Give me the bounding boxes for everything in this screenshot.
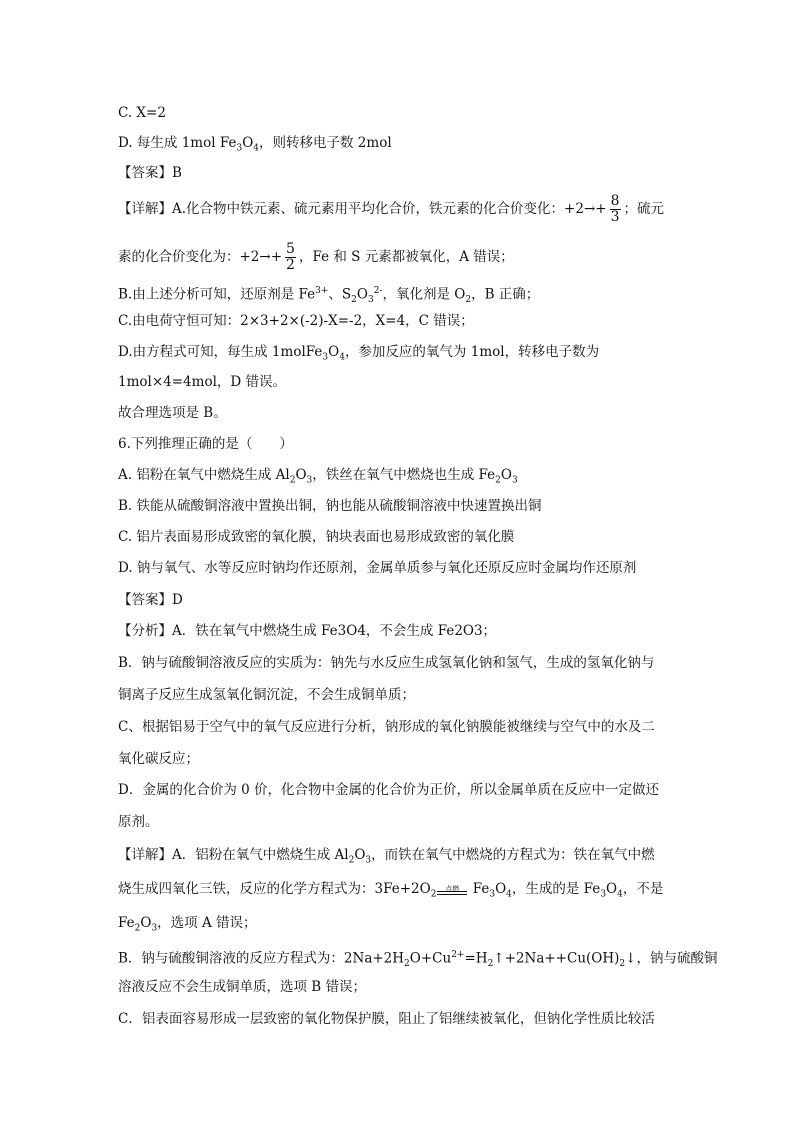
subscript: 2 [430, 889, 437, 900]
text: ，B 正确； [471, 286, 540, 303]
subscript: 2 [134, 923, 141, 934]
text: D. 钠与氧气、水等反应时钠均作还原剂，金属单质参与氧化还原反应时金属均作还原剂 [118, 560, 637, 576]
subscript: 3 [236, 143, 243, 154]
text: 烧生成四氧化三铁，反应的化学方程式为：3Fe+2O [118, 881, 431, 897]
detail-line-6 [118, 373, 286, 391]
option-d-line-2 [118, 559, 636, 577]
text: 1mol×4=4mol，D 错误。 [118, 374, 286, 390]
analysis-line-2 [118, 654, 654, 672]
text: ；硫元 [623, 201, 664, 217]
subscript: 3 [151, 923, 158, 934]
reaction-condition-sign [437, 884, 467, 896]
text: Fe [118, 915, 135, 931]
subscript: 4 [253, 143, 260, 154]
subscript: 2 [404, 959, 410, 970]
fraction-denominator: 3 [610, 209, 620, 225]
option-b-line [118, 497, 542, 515]
text: ，Fe 和 S 元素都被氧化，A 错误； [298, 249, 514, 265]
detail-line-2 [118, 242, 514, 273]
answer-line [118, 164, 182, 182]
text: 【详解】A．铝粉在氧气中燃烧生成 Al [118, 847, 349, 863]
text: O [356, 286, 368, 303]
fraction-8-3 [610, 194, 621, 225]
text: O [606, 881, 618, 897]
fraction-numerator: 8 [610, 193, 620, 209]
text: D. 每生成 1mol Fe [118, 135, 237, 151]
subscript: 2 [351, 295, 357, 306]
option-c-line [118, 104, 166, 122]
option-a-line [118, 466, 518, 490]
text: 氧化碳反应； [118, 751, 199, 767]
subscript: 2 [487, 959, 494, 970]
question-6-line [118, 435, 293, 453]
subscript: 2 [289, 475, 296, 486]
text: ，不是 [622, 881, 664, 897]
detail-line-3 [118, 282, 539, 309]
fraction-denominator: 2 [286, 257, 295, 273]
subscript: 3 [322, 352, 329, 363]
text: D．金属的化合价为 0 价，化合物中金属的化合价为正价，所以金属单质在反应中一定做还 [118, 782, 659, 798]
detail2-line-1 [118, 846, 655, 870]
fraction-5-2 [285, 242, 296, 273]
text: 6.下列推理正确的是（ ） [118, 436, 293, 452]
text: ，则转移电子数 2mol [259, 135, 392, 151]
analysis-line-7 [118, 813, 159, 831]
text: O [495, 881, 507, 897]
text: O [295, 467, 307, 483]
text: O [354, 847, 366, 863]
fraction-numerator: 5 [286, 241, 295, 257]
text: Fe [468, 881, 490, 897]
subscript: 3 [600, 889, 607, 900]
text: 【答案】D [118, 592, 183, 608]
text: ，参加反应的氧气为 1mol，转移电子数为 [344, 344, 600, 360]
text: 溶液反应不会生成铜单质，选项 B 错误； [118, 979, 367, 995]
equal-bar-bottom [437, 894, 467, 895]
text: O [500, 467, 512, 483]
subscript: 3 [511, 475, 518, 486]
analysis-line-1 [118, 622, 496, 640]
subscript: 2 [495, 475, 501, 486]
text: 【分析】A．铁在氧气中燃烧生成 Fe3O4，不会生成 Fe2O3； [118, 623, 497, 639]
option-c-line-2 [118, 528, 514, 546]
text: 【答案】B [118, 165, 182, 181]
text: O [328, 344, 340, 360]
subscript: 3 [365, 855, 372, 866]
text: ，选项 A 错误； [157, 915, 257, 931]
subscript: 2 [348, 855, 355, 866]
subscript: 3 [367, 295, 374, 306]
text: ，铁丝在氧气中燃烧也生成 Fe [312, 467, 496, 483]
analysis-line-4 [118, 718, 655, 736]
text: 铜离子反应生成氢氧化铜沉淀，不会生成铜单质； [118, 687, 415, 703]
text: O+Cu [409, 950, 452, 967]
detail2-line-6 [118, 1010, 655, 1028]
superscript: 3+ [315, 286, 329, 296]
text: ↑+2Na++Cu(OH) [493, 950, 620, 967]
subscript: 3 [306, 475, 313, 486]
subscript: 4 [339, 352, 345, 363]
text: 素的化合价变化为：+2→+ [118, 249, 283, 265]
detail2-line-2 [118, 880, 663, 904]
text: B. 铁能从硫酸铜溶液中置换出铜，钠也能从硫酸铜溶液中快速置换出铜 [118, 498, 542, 514]
option-d-line [118, 134, 392, 158]
subscript: 4 [617, 889, 623, 900]
text: D.由方程式可知，每生成 1molFe [118, 344, 323, 360]
text: ，氧化剂是 O [382, 286, 466, 303]
superscript: 2- [373, 286, 383, 296]
text: O [242, 135, 254, 151]
analysis-line-6 [118, 781, 659, 799]
equal-bar-top [437, 891, 467, 892]
text: 原剂。 [118, 814, 159, 830]
detail2-line-5 [118, 978, 366, 996]
text: B.由上述分析可知，还原剂是 Fe [118, 286, 316, 303]
subscript: 2 [619, 959, 626, 970]
superscript: 2+ [451, 950, 465, 960]
analysis-line-3 [118, 686, 415, 704]
text: ，生成的是 Fe [511, 881, 601, 897]
text: C. 铝片表面易形成致密的氧化膜，钠块表面也易形成致密的氧化膜 [118, 529, 515, 545]
text: =H [464, 950, 488, 967]
detail-line-5 [118, 343, 599, 367]
subscript: 4 [506, 889, 512, 900]
condition-text: 点燃 [445, 884, 460, 893]
text: 【详解】A.化合物中铁元素、硫元素用平均化合价，铁元素的化合价变化：+2→+ [118, 201, 607, 217]
analysis-line-5 [118, 750, 199, 768]
text: O [140, 915, 152, 931]
text: 故合理选项是 B。 [118, 405, 227, 421]
conclusion-line [118, 404, 227, 422]
text: A. 铝粉在氧气中燃烧生成 Al [118, 467, 290, 483]
text: B．钠与硫酸铜溶液的反应方程式为：2Na+2H [118, 950, 405, 967]
subscript: 3 [489, 889, 496, 900]
subscript: 2 [465, 295, 472, 306]
answer-line-2 [118, 591, 183, 609]
text: 、S [328, 286, 352, 303]
text: B．钠与硫酸铜溶液反应的实质为：钠先与水反应生成氢氧化钠和氢气，生成的氢氧化钠与 [118, 655, 655, 671]
text: ↓，钠与硫酸铜 [625, 950, 718, 967]
text: C、根据铝易于空气中的氧气反应进行分析，钠形成的氧化钠膜能被继续与空气中的水及二 [118, 719, 655, 735]
text: C．铝表面容易形成一层致密的氧化物保护膜，阻止了铝继续被氧化，但钠化学性质比较活 [118, 1011, 655, 1027]
detail-line-4 [118, 312, 474, 330]
text: C.由电荷守恒可知：2×3+2×(-2)-X=-2，X=4，C 错误； [118, 313, 474, 329]
detail2-line-3 [118, 914, 257, 938]
text: ，而铁在氧气中燃烧的方程式为：铁在氧气中燃 [371, 847, 655, 863]
detail2-line-4 [118, 946, 717, 973]
detail-line-1 [118, 194, 664, 225]
text: C. X=2 [118, 105, 166, 121]
